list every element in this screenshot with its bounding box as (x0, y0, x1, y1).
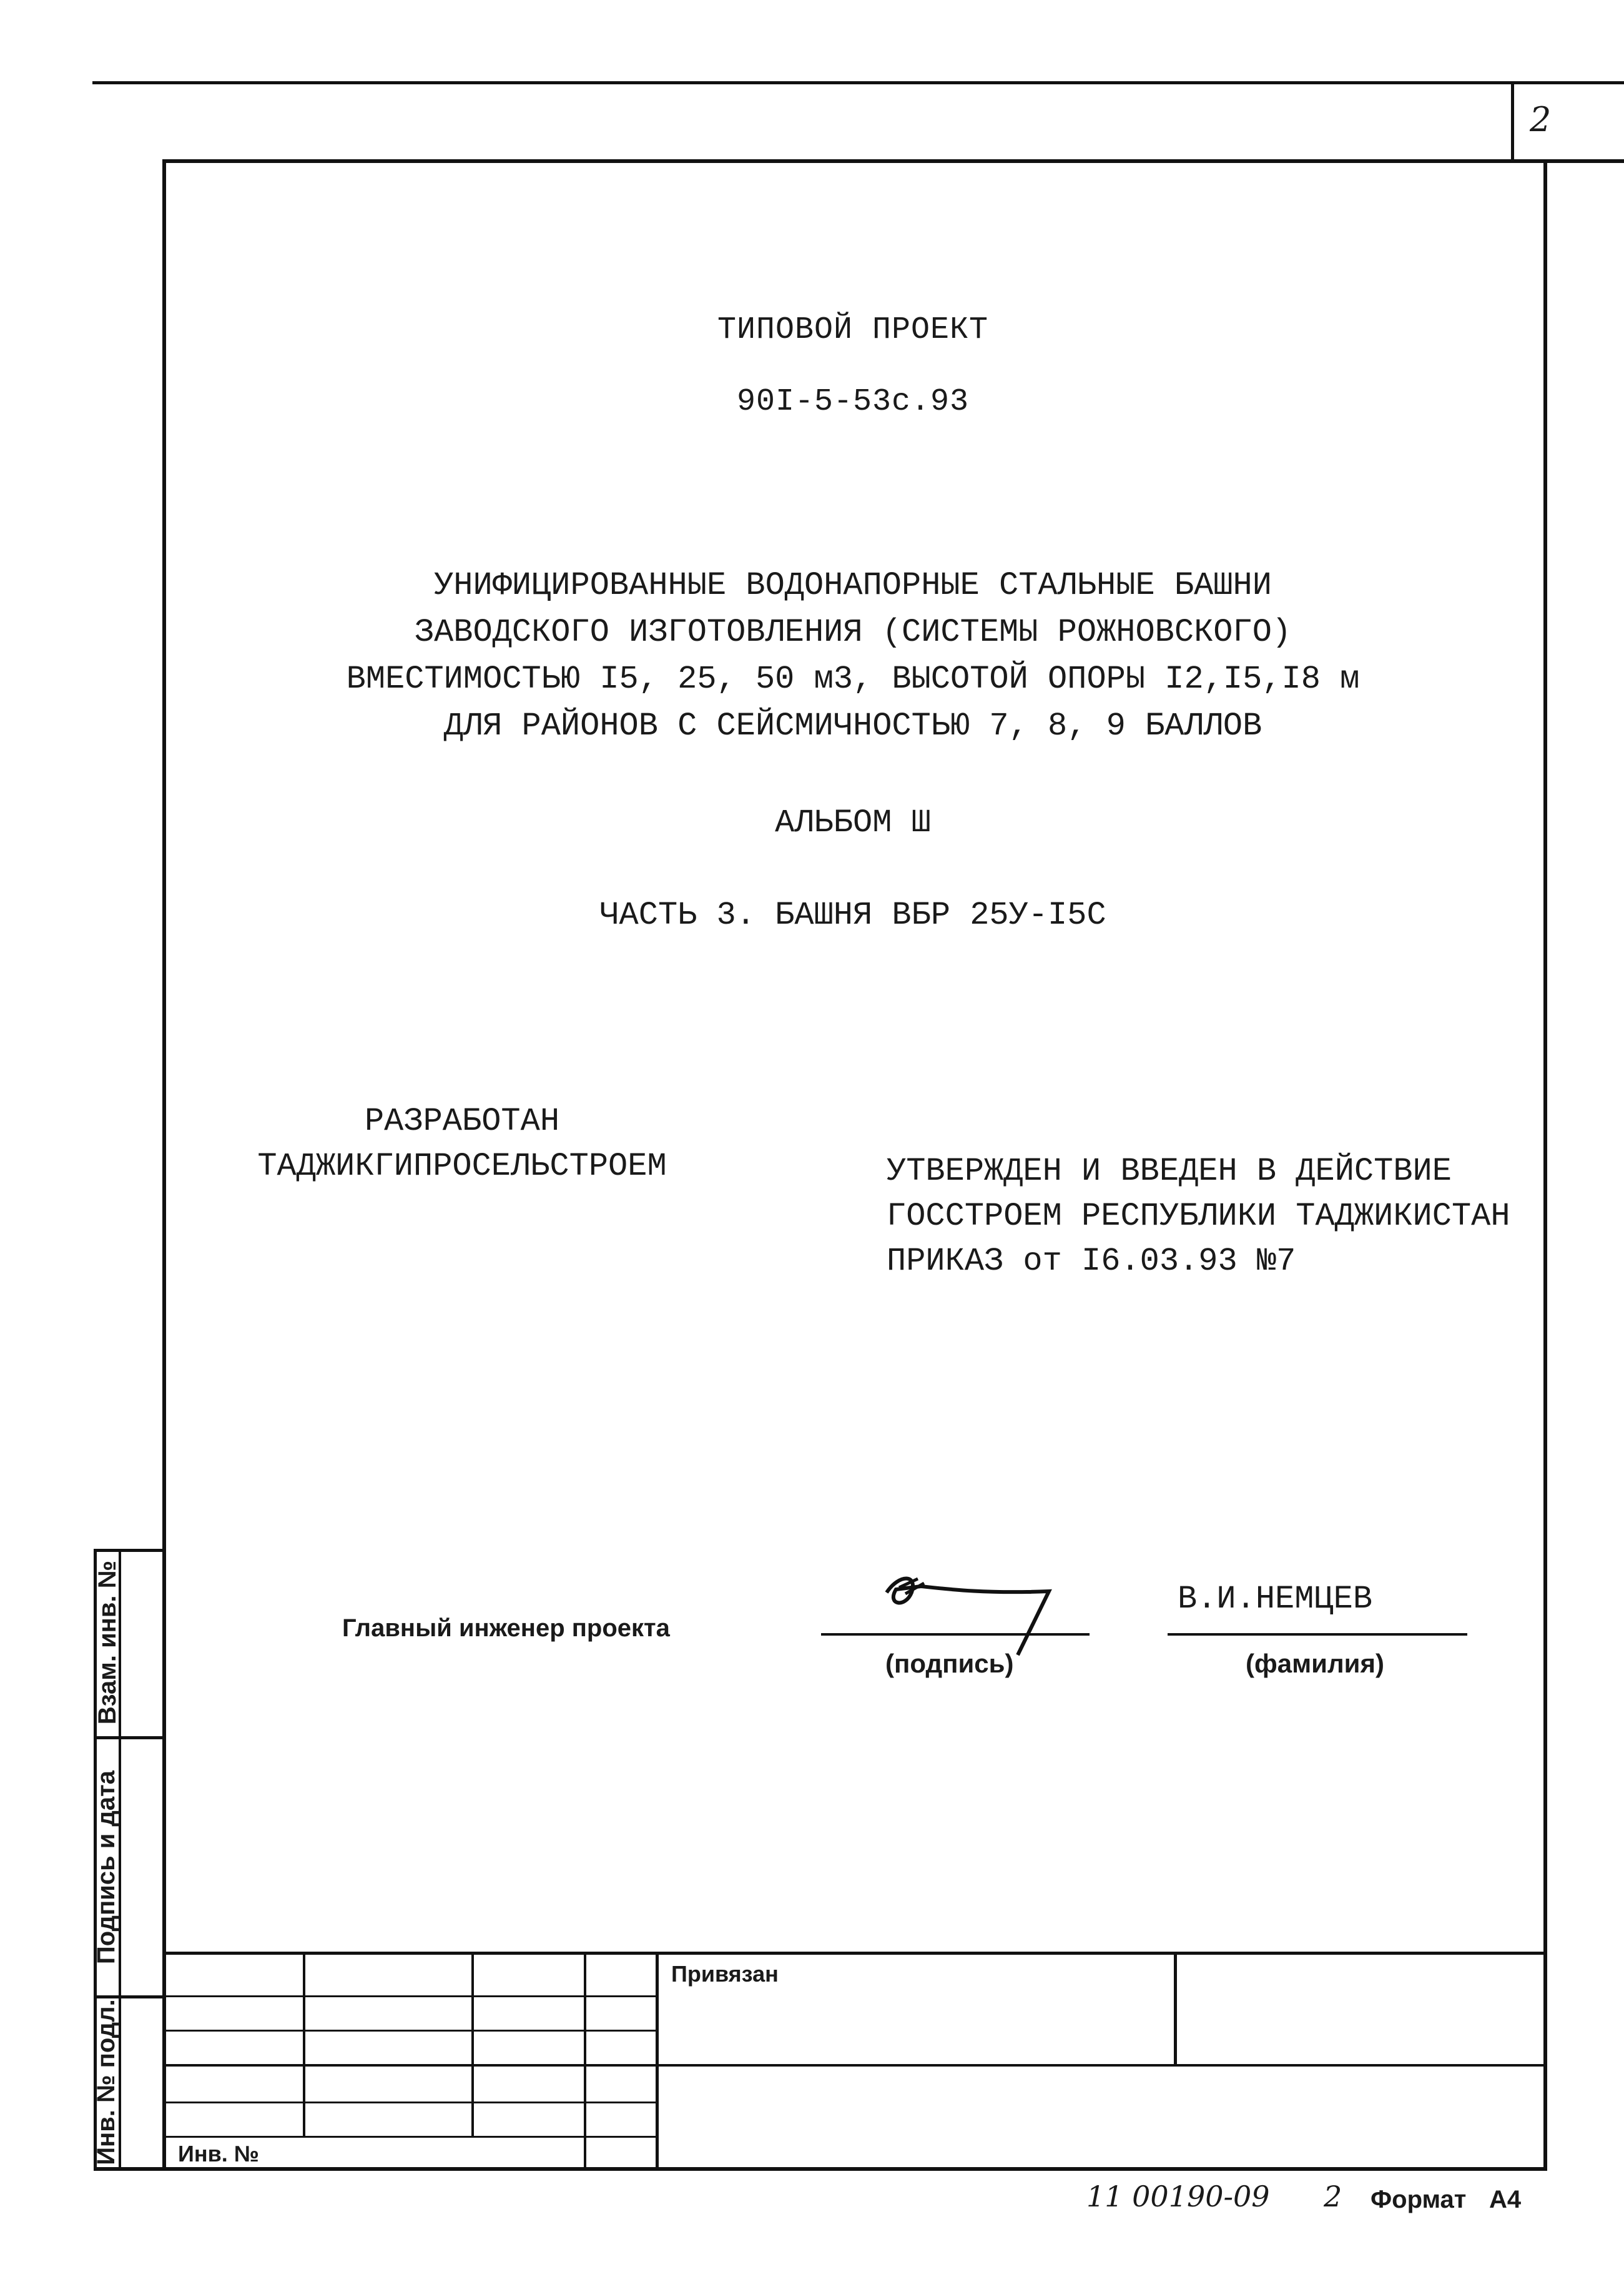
developer-name: ТАДЖИКГИПРОСЕЛЬСТРОЕМ (257, 1148, 667, 1185)
tb-row-1 (162, 1995, 656, 1997)
tb-col-3 (584, 1952, 586, 2170)
tb-row-4 (162, 2102, 656, 2103)
tb-row-3 (162, 2064, 1547, 2067)
chief-engineer-label: Главный инженер проекта (342, 1614, 670, 1642)
format-label: Формат (1371, 2186, 1467, 2213)
frame-bottom (94, 2167, 1547, 2171)
album: АЛЬБОМ Ш (775, 804, 931, 841)
surname-line (1168, 1633, 1467, 1636)
project-code: 90I-5-53с.93 (736, 384, 970, 420)
subject-line-1: УНИФИЦИРОВАННЫЕ ВОДОНАПОРНЫЕ СТАЛЬНЫЕ БАШНИ (434, 567, 1272, 604)
doc-number: 11 00190-09 (1086, 2180, 1270, 2213)
approval-line-3: ПРИКАЗ от I6.03.93 №7 (887, 1243, 1296, 1280)
part: ЧАСТЬ 3. БАШНЯ ВБР 25У-I5С (599, 897, 1106, 934)
approval-line-1: УТВЕРЖДЕН И ВВЕДЕН В ДЕЙСТВИЕ (887, 1153, 1452, 1190)
tb-row-2 (162, 2030, 656, 2032)
sheet-mark: 2 (1324, 2180, 1342, 2213)
page-number: 2 (1530, 100, 1552, 139)
developer-label: РАЗРАБОТАН (364, 1103, 560, 1140)
signature-line (821, 1633, 1090, 1636)
surname: В.И.НЕМЦЕВ (1178, 1581, 1373, 1618)
subject-line-2: ЗАВОДСКОГО ИЗГОТОВЛЕНИЯ (СИСТЕМЫ РОЖНОВСКОГО) (414, 614, 1292, 651)
frame-left (162, 159, 166, 2170)
tb-col-4 (656, 1952, 659, 2170)
subject-line-3: ВМЕСТИМОСТЬЮ I5, 25, 50 м3, ВЫСОТОЙ ОПОРЫ I2,I5,I8 м (346, 661, 1360, 698)
tb-row-5 (162, 2136, 656, 2138)
signature-mark (862, 1549, 1074, 1661)
format-value: А4 (1489, 2186, 1522, 2213)
tb-col-2 (471, 1952, 474, 2136)
frame-right (1543, 159, 1547, 2170)
bound-label: Привязан (671, 1961, 779, 1987)
side-sign-date: Подпись и дата (92, 1771, 120, 1964)
frame-top (162, 159, 1624, 163)
project-type: ТИПОВОЙ ПРОЕКТ (717, 312, 989, 348)
surname-caption: (фамилия) (1246, 1649, 1384, 1678)
signature-caption: (подпись) (885, 1649, 1014, 1678)
side-exchange-inv: Взам. инв. № (94, 1560, 121, 1725)
top-rule (92, 81, 1624, 84)
approval-line-2: ГОССТРОЕМ РЕСПУБЛИКИ ТАДЖИКИСТАН (887, 1198, 1510, 1235)
side-orig-inv: Инв. № подл. (92, 1999, 120, 2165)
tb-top (162, 1952, 1547, 1955)
subject-line-4: ДЛЯ РАЙОНОВ С СЕЙСМИЧНОСТЬЮ 7, 8, 9 БАЛЛОВ (443, 708, 1262, 744)
tb-col-5 (1174, 1952, 1177, 2064)
tb-col-1 (303, 1952, 305, 2136)
page-number-box-divider (1511, 81, 1514, 161)
inv-label: Инв. № (178, 2141, 259, 2166)
